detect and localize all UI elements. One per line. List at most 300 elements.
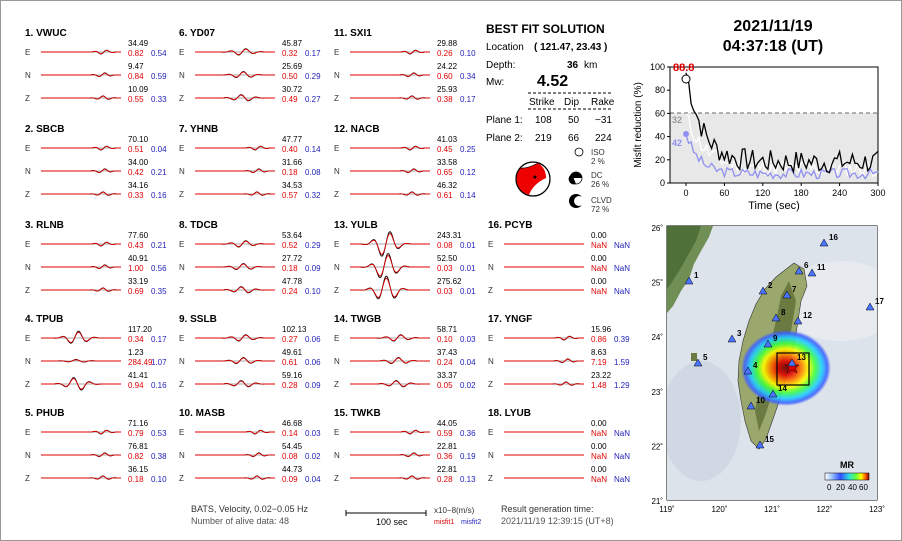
- component-label: E: [334, 144, 340, 153]
- station-panel: [179, 124, 321, 200]
- clvd-value: 72 %: [591, 205, 610, 214]
- units-label: x10−8(m/s): [434, 506, 475, 515]
- misfit1-value: 0.10: [437, 335, 453, 344]
- misfit1-value: 1.00: [128, 264, 144, 273]
- component-label: Z: [334, 286, 339, 295]
- misfit2-value: 0.34: [460, 72, 476, 81]
- component-label: Z: [25, 286, 30, 295]
- misfit1-value: 0.18: [282, 264, 298, 273]
- station-panel: [334, 408, 476, 484]
- amplitude-value: 41.41: [128, 371, 149, 380]
- misfit1-value: 0.05: [437, 381, 453, 390]
- component-label: E: [488, 428, 494, 437]
- misfit-peak-label: 88.8: [673, 62, 695, 74]
- component-label: E: [179, 240, 185, 249]
- component-label: N: [25, 451, 31, 460]
- misfit1-value: 0.79: [128, 429, 144, 438]
- component-label: N: [179, 167, 185, 176]
- amplitude-value: 22.81: [437, 442, 458, 451]
- station-number-label: 4: [753, 361, 758, 370]
- clvd-label: CLVD: [591, 196, 612, 205]
- station-panel: [25, 408, 167, 484]
- misfit1-value: 0.55: [128, 95, 144, 104]
- best-fit-solution: [486, 22, 615, 214]
- component-label: Z: [179, 94, 184, 103]
- misfit2-value: NaN: [614, 452, 631, 461]
- misfit1-value: 0.94: [128, 381, 144, 390]
- component-label: N: [25, 71, 31, 80]
- amplitude-value: 25.69: [282, 62, 303, 71]
- component-label: Z: [488, 474, 493, 483]
- station-panel: [25, 314, 167, 390]
- synthetic-waveform: [41, 96, 121, 99]
- misfit-ytick-label: 100: [649, 62, 665, 72]
- misfit-ytick-label: 60: [654, 108, 665, 119]
- misfit2-value: 0.32: [305, 191, 321, 200]
- misfit1-value: NaN: [591, 287, 608, 296]
- dc-label: DC: [591, 171, 603, 180]
- synthetic-waveform: [350, 192, 430, 195]
- footer: [191, 504, 614, 527]
- amplitude-value: 23.22: [591, 371, 612, 380]
- misfit1-value: 0.08: [437, 241, 453, 250]
- misfit2-value: 0.04: [151, 145, 167, 154]
- station-title: 10. MASB: [179, 408, 226, 419]
- misfit1-value: 0.65: [437, 168, 453, 177]
- synthetic-waveform: [195, 476, 275, 479]
- misfit-ytick-label: 80: [654, 85, 665, 96]
- colorbar-label-20: 20: [836, 483, 845, 492]
- misfit1-value: 0.60: [437, 72, 453, 81]
- misfit1-value: 0.26: [437, 49, 453, 58]
- amplitude-value: 0.00: [591, 465, 607, 474]
- misfit1-value: 0.51: [128, 145, 144, 154]
- amplitude-value: 45.87: [282, 39, 303, 48]
- misfit2-value: 0.17: [305, 49, 321, 58]
- component-label: Z: [334, 190, 339, 199]
- amplitude-value: 34.16: [128, 181, 149, 190]
- amplitude-value: 37.43: [437, 348, 458, 357]
- station-title: 8. TDCB: [179, 220, 218, 231]
- amplitude-value: 275.62: [437, 277, 462, 286]
- plane1-dip: 50: [568, 115, 580, 126]
- station-panel: [334, 124, 476, 200]
- misfit2-value: 0.10: [151, 475, 167, 484]
- component-label: Z: [334, 94, 339, 103]
- station-number-label: 5: [703, 353, 708, 362]
- amplitude-value: 52.50: [437, 254, 458, 263]
- misfit-peak-marker: [682, 75, 690, 83]
- component-label: E: [488, 240, 494, 249]
- map-lon-label: 121˚: [763, 505, 781, 514]
- component-label: Z: [179, 190, 184, 199]
- amplitude-value: 33.37: [437, 371, 458, 380]
- synthetic-waveform: [350, 278, 430, 297]
- component-label: N: [179, 263, 185, 272]
- misfit1-value: 0.08: [282, 452, 298, 461]
- misfit-ylabel: Misfit reduction (%): [633, 82, 644, 168]
- misfit-blue-marker: [683, 131, 689, 137]
- event-time: 04:37:18 (UT): [722, 38, 824, 55]
- misfit1-value: 0.61: [437, 191, 453, 200]
- station-panel: [488, 314, 630, 390]
- amplitude-value: 44.73: [282, 465, 303, 474]
- synthetic-waveform: [195, 264, 275, 269]
- station-panel: [334, 28, 476, 104]
- map-lat-label: 22˚: [651, 442, 663, 452]
- component-label: Z: [179, 380, 184, 389]
- misfit2-value: 0.10: [460, 49, 476, 58]
- misfit-mark-32: 32: [672, 115, 683, 125]
- amplitude-value: 9.47: [128, 62, 144, 71]
- misfit2-value: 0.35: [151, 287, 167, 296]
- component-label: E: [25, 48, 31, 57]
- amplitude-value: 0.00: [591, 419, 607, 428]
- misfit1-value: 0.03: [437, 287, 453, 296]
- synthetic-waveform: [504, 382, 584, 385]
- amplitude-value: 29.88: [437, 39, 458, 48]
- misfit1-value: 0.59: [437, 429, 453, 438]
- station-number-label: 16: [829, 233, 838, 242]
- misfit2-value: 0.09: [305, 381, 321, 390]
- misfit2-value: 0.03: [305, 429, 321, 438]
- map-lat-label: 25˚: [651, 278, 663, 288]
- station-title: 15. TWKB: [334, 408, 381, 419]
- component-label: N: [25, 167, 31, 176]
- misfit1-value: 0.33: [128, 191, 144, 200]
- station-title: 17. YNGF: [488, 314, 533, 325]
- amplitude-value: 41.03: [437, 135, 458, 144]
- component-label: N: [488, 357, 494, 366]
- amplitude-value: 77.60: [128, 231, 149, 240]
- station-number-label: 6: [804, 261, 809, 270]
- map-lon-label: 120˚: [711, 505, 728, 514]
- plane2-dip: 66: [568, 133, 580, 144]
- misfit2-value: 0.04: [305, 475, 321, 484]
- misfit1-value: 0.43: [128, 241, 144, 250]
- observed-waveform: [41, 331, 121, 343]
- station-number-label: 12: [803, 311, 812, 320]
- amplitude-value: 58.71: [437, 325, 458, 334]
- amplitude-value: 102.13: [282, 325, 307, 334]
- amplitude-value: 33.19: [128, 277, 149, 286]
- amplitude-value: 31.66: [282, 158, 303, 167]
- component-label: Z: [25, 380, 30, 389]
- header-rake: Rake: [591, 97, 615, 108]
- synthetic-waveform: [41, 288, 121, 291]
- amplitude-value: 59.16: [282, 371, 303, 380]
- synthetic-waveform: [350, 358, 430, 363]
- component-label: E: [25, 428, 31, 437]
- component-label: E: [179, 144, 185, 153]
- location-value: ( 121.47, 23.43 ): [534, 42, 608, 53]
- header-dip: Dip: [564, 97, 580, 108]
- component-label: Z: [334, 380, 339, 389]
- misfit2-value: 0.27: [305, 95, 321, 104]
- amplitude-value: 27.72: [282, 254, 303, 263]
- misfit1-value: 0.82: [128, 49, 144, 58]
- misfit2-value: 0.33: [151, 95, 167, 104]
- component-label: Z: [179, 286, 184, 295]
- component-label: E: [334, 240, 340, 249]
- misfit2-value: 0.01: [460, 287, 476, 296]
- misfit2-value: 0.56: [151, 264, 167, 273]
- station-panel: [334, 314, 476, 390]
- synthetic-waveform: [350, 256, 430, 277]
- misfit2-value: 0.29: [305, 241, 321, 250]
- amplitude-value: 40.91: [128, 254, 149, 263]
- misfit-ytick-label: 0: [659, 178, 665, 188]
- amplitude-value: 34.49: [128, 39, 149, 48]
- component-label: Z: [25, 190, 30, 199]
- plane1-strike: 108: [535, 115, 552, 126]
- misfit2-value: NaN: [614, 287, 631, 296]
- component-label: N: [334, 71, 340, 80]
- mw-value: 4.52: [537, 73, 569, 90]
- component-label: E: [334, 334, 340, 343]
- component-label: N: [334, 357, 340, 366]
- station-number-label: 15: [765, 435, 774, 444]
- map-lat-label: 23˚: [651, 387, 663, 397]
- station-title: 14. TWGB: [334, 314, 382, 325]
- amplitude-value: 46.68: [282, 419, 303, 428]
- amplitude-value: 1.23: [128, 348, 144, 357]
- station-title: 12. NACB: [334, 124, 380, 135]
- misfit1-value: 0.69: [128, 287, 144, 296]
- misfit2-value: 0.03: [460, 335, 476, 344]
- misfit1-value: 0.18: [282, 168, 298, 177]
- misfit1-value: 0.36: [437, 452, 453, 461]
- colorbar-title: MR: [840, 460, 854, 470]
- component-label: N: [179, 357, 185, 366]
- misfit2-value: 1.07: [151, 358, 167, 367]
- amplitude-value: 24.22: [437, 62, 458, 71]
- misfit-xtick-label: 300: [870, 188, 886, 198]
- station-title: 16. PCYB: [488, 220, 533, 231]
- amplitude-value: 34.53: [282, 181, 303, 190]
- misfit2-value: 0.54: [151, 49, 167, 58]
- colorbar-label-40: 40: [848, 483, 857, 492]
- plane2-label: Plane 2:: [486, 133, 523, 144]
- station-title: 2. SBCB: [25, 124, 65, 135]
- component-label: E: [179, 334, 185, 343]
- component-label: E: [25, 144, 31, 153]
- amplitude-value: 117.20: [128, 325, 152, 334]
- component-label: E: [179, 428, 185, 437]
- station-panel: [179, 408, 321, 484]
- station-number-label: 8: [781, 308, 786, 317]
- amplitude-value: 0.00: [591, 277, 607, 286]
- amplitude-value: 46.32: [437, 181, 458, 190]
- misfit2-value: NaN: [614, 241, 631, 250]
- misfit1-value: 0.24: [282, 287, 298, 296]
- amplitude-value: 53.64: [282, 231, 303, 240]
- header-strike: Strike: [529, 97, 555, 108]
- misfit2-value: 0.36: [460, 429, 476, 438]
- misfit2-value: NaN: [614, 475, 631, 484]
- misfit2-value: 0.01: [460, 264, 476, 273]
- amplitude-value: 10.09: [128, 85, 149, 94]
- misfit2-value: 0.59: [151, 72, 167, 81]
- misfit1-value: 0.50: [282, 72, 298, 81]
- amplitude-value: 70.10: [128, 135, 149, 144]
- misfit2-value: 1.59: [614, 358, 630, 367]
- misfit1-value: NaN: [591, 475, 608, 484]
- footer-filter-text: BATS, Velocity, 0.02−0.05 Hz: [191, 504, 308, 514]
- station-title: 1. VWUC: [25, 28, 67, 39]
- plane1-rake: −31: [595, 115, 612, 126]
- misfit2-value: 0.09: [305, 264, 321, 273]
- misfit2-value: 1.29: [614, 381, 630, 390]
- misfit2-value: 0.17: [460, 95, 476, 104]
- component-label: Z: [25, 474, 30, 483]
- misfit1-value: 0.52: [282, 241, 298, 250]
- station-title: 18. LYUB: [488, 408, 531, 419]
- misfit1-value: 0.24: [437, 358, 453, 367]
- iso-label: ISO: [591, 148, 605, 157]
- plane1-label: Plane 1:: [486, 115, 523, 126]
- amplitude-value: 54.45: [282, 442, 303, 451]
- synthetic-waveform: [195, 192, 275, 195]
- amplitude-value: 36.15: [128, 465, 149, 474]
- amplitude-value: 47.78: [282, 277, 303, 286]
- component-label: N: [488, 451, 494, 460]
- dc-icon: [569, 172, 582, 184]
- misfit1-value: 0.61: [282, 358, 298, 367]
- misfit2-value: 0.21: [151, 168, 167, 177]
- map-lon-label: 119˚: [659, 505, 675, 514]
- misfit1-value: 0.49: [282, 95, 298, 104]
- station-title: 4. TPUB: [25, 314, 64, 325]
- result-time-value: 2021/11/19 12:39:15 (UT+8): [501, 516, 614, 526]
- misfit2-value: 0.12: [460, 168, 476, 177]
- misfit2-value: 0.14: [460, 191, 476, 200]
- synthetic-waveform: [350, 476, 430, 479]
- misfit-xtick-label: 240: [832, 188, 848, 198]
- station-title: 9. SSLB: [179, 314, 217, 325]
- station-panel: [25, 124, 167, 200]
- misfit2-value: 0.10: [305, 287, 321, 296]
- component-label: E: [334, 428, 340, 437]
- plane2-rake: 224: [595, 133, 612, 144]
- colorbar-label-60: 60: [859, 483, 868, 492]
- component-label: N: [334, 263, 340, 272]
- misfit1-value: NaN: [591, 264, 608, 273]
- amplitude-value: 243.31: [437, 231, 462, 240]
- station-number-label: 2: [768, 281, 773, 290]
- component-label: E: [488, 334, 494, 343]
- synthetic-waveform: [195, 72, 275, 77]
- misfit1-value: 284.49: [128, 358, 153, 367]
- station-panel: [334, 220, 476, 299]
- misfit1-value: 0.40: [282, 145, 298, 154]
- misfit1-value: 0.32: [282, 49, 298, 58]
- station-panel: [179, 314, 321, 390]
- station-panel: [179, 220, 321, 296]
- component-label: Z: [488, 380, 493, 389]
- mw-label: Mw:: [486, 77, 505, 88]
- misfit2-value: 0.06: [305, 358, 321, 367]
- iso-value: 2 %: [591, 157, 605, 166]
- misfit1-value: 0.14: [282, 429, 298, 438]
- synthetic-waveform: [41, 192, 121, 195]
- amplitude-value: 15.96: [591, 325, 612, 334]
- station-panel: [25, 28, 167, 104]
- synthetic-waveform: [41, 476, 121, 479]
- synthetic-waveform: [41, 332, 121, 342]
- misfit2-value: 0.02: [305, 452, 321, 461]
- map-lon-label: 123˚: [868, 505, 886, 514]
- misfit-xtick-label: 180: [793, 188, 809, 198]
- misfit1-value: 0.18: [128, 475, 144, 484]
- dc-value: 26 %: [591, 180, 610, 189]
- misfit2-value: 0.16: [151, 381, 167, 390]
- plane2-strike: 219: [535, 133, 552, 144]
- station-number-label: 14: [778, 384, 787, 393]
- colorbar-label-0: 0: [827, 483, 832, 492]
- iso-icon: [575, 148, 583, 156]
- amplitude-value: 25.93: [437, 85, 458, 94]
- component-label: Z: [25, 94, 30, 103]
- station-title: 5. PHUB: [25, 408, 65, 419]
- station-panel: [488, 408, 630, 484]
- amplitude-value: 71.16: [128, 419, 149, 428]
- colorbar-gradient: [825, 473, 869, 480]
- component-label: N: [179, 451, 185, 460]
- misfit1-value: 0.27: [282, 335, 298, 344]
- misfit2-value: 0.08: [305, 168, 321, 177]
- amplitude-value: 49.61: [282, 348, 303, 357]
- map-lat-label: 24˚: [651, 333, 663, 343]
- component-label: N: [25, 263, 31, 272]
- misfit2-value: 0.13: [460, 475, 476, 484]
- amplitude-value: 47.77: [282, 135, 303, 144]
- station-title: 13. YULB: [334, 220, 378, 231]
- misfit2-value: NaN: [614, 429, 631, 438]
- misfit2-value: 0.02: [460, 381, 476, 390]
- misfit1-value: 0.84: [128, 72, 144, 81]
- station-panel: [488, 220, 630, 296]
- misfit-xlabel: Time (sec): [748, 200, 800, 212]
- report-canvas: [1, 1, 901, 540]
- misfit2-value: 0.38: [151, 452, 167, 461]
- misfit2-value: NaN: [614, 264, 631, 273]
- misfit1-value: 0.57: [282, 191, 298, 200]
- station-number-label: 7: [792, 285, 797, 294]
- depth-value: 36: [567, 60, 579, 71]
- component-label: N: [25, 357, 31, 366]
- station-number-label: 9: [773, 334, 778, 343]
- result-time-label: Result generation time:: [501, 504, 594, 514]
- component-label: N: [179, 71, 185, 80]
- misfit1-value: 0.34: [128, 335, 144, 344]
- misfit-mark-42: 42: [672, 138, 683, 148]
- misfit1-value: 0.28: [282, 381, 298, 390]
- misfit1-value: 0.28: [437, 475, 453, 484]
- misfit2-value: 0.01: [460, 241, 476, 250]
- synthetic-waveform: [350, 96, 430, 99]
- misfit2-value: 0.19: [460, 452, 476, 461]
- station-number-label: 17: [875, 297, 884, 306]
- misfit2-legend: misfit2: [461, 519, 482, 526]
- misfit1-value: 0.03: [437, 264, 453, 273]
- solution-title: BEST FIT SOLUTION: [486, 22, 605, 36]
- misfit1-value: 0.38: [437, 95, 453, 104]
- component-label: Z: [488, 286, 493, 295]
- station-number-label: 10: [756, 396, 765, 405]
- amplitude-value: 0.00: [591, 231, 607, 240]
- component-label: N: [334, 167, 340, 176]
